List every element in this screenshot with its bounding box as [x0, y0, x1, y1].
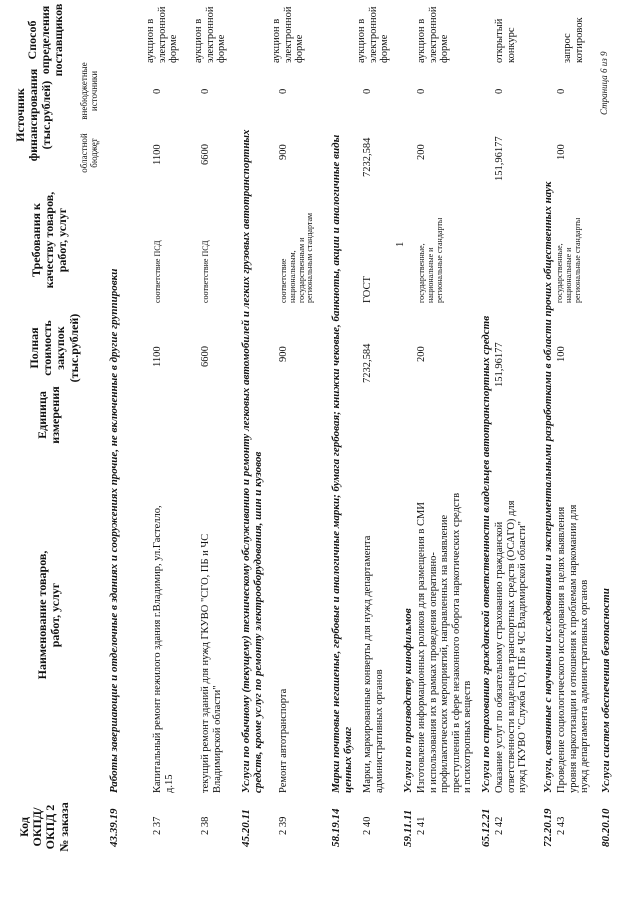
row-41-cost: 200 — [416, 346, 427, 362]
row-39-extra: 0 — [278, 88, 289, 94]
col-header-cost: Полная стоимость закупок (тыс.рублей) — [27, 313, 81, 383]
row-38-cost: 6600 — [200, 346, 211, 367]
section-58-19-14-code: 58.19.14 — [330, 808, 342, 847]
row-38-regional: 6600 — [200, 144, 211, 165]
row-41-regional: 200 — [416, 144, 427, 160]
section-45-20-11-code: 45.20.11 — [240, 809, 252, 847]
section-58-19-14-title: Марки почтовые негашеные, гербовые и аналогичные марки; бумага гербовая; книжки чековые, банкноты, акции и аналогичные виды ценных бумаг — [330, 134, 355, 793]
row-37-order: 2 37 — [152, 816, 163, 835]
row-43-method: запрос котировок — [562, 17, 585, 63]
row-39-cost: 900 — [278, 346, 289, 362]
row-39-name: Ремонт автотранспорта — [278, 688, 289, 793]
row-37-name: Капитальный ремонт нежилого здания г.Владимир, ул.Гастелло, д.15 — [152, 505, 175, 793]
row-37-cost: 1100 — [152, 346, 163, 367]
section-43-39-19-title: Работы завершающие и отделочные в зданиях и сооружениях прочие, не включенные в другие группировки — [108, 268, 120, 793]
col-header-fin-extra: внебюджетные источники — [79, 62, 99, 120]
section-59-11-11-title: Услуги по производству кинофильмов — [402, 608, 414, 793]
section-45-20-11-title: Услуги по обычному (текущему) техническому обслуживанию и ремонту легковых автомобилей и легких грузовых автотранспортных средств, кроме услуг по ремонту электрооборудования, шин и кузовов — [240, 129, 265, 793]
row-41-order: 2 41 — [416, 816, 427, 835]
stray-mark: 1 — [395, 241, 406, 247]
section-80-20-10-code: 80.20.10 — [600, 808, 612, 847]
row-40-extra: 0 — [362, 88, 373, 94]
row-38-extra: 0 — [200, 88, 211, 94]
col-header-name: Наименование товаров, работ, услуг — [35, 550, 63, 680]
row-40-order: 2 40 — [362, 816, 373, 835]
section-72-20-19-title: Услуги, связанные с научными исследованиями и экспериментальными разработками в области прочих общественных наук — [542, 181, 554, 793]
row-40-req: ГОСТ — [362, 276, 373, 303]
row-40-method: аукцион в электронной форме — [356, 6, 391, 63]
col-header-fin-regional: областной бюджет — [79, 133, 99, 173]
stray-mark: " — [96, 140, 107, 145]
row-38-name: текущий ремонт зданий для нужд ГКУВО "СГО, ПБ и ЧС Владимирской области" — [200, 533, 223, 793]
row-42-order: 2 42 — [494, 816, 505, 835]
section-59-11-11-code: 59.11.11 — [402, 809, 414, 847]
row-39-method: аукцион в электронной форме — [271, 6, 306, 63]
col-header-code: Код ОКПД/ ОКПД 2 № заказа — [17, 802, 71, 852]
row-38-order: 2 38 — [200, 816, 211, 835]
row-41-method: аукцион в электронной форме — [416, 6, 451, 63]
section-43-39-19-code: 43.39.19 — [108, 808, 120, 847]
row-40-cost: 7232,584 — [362, 343, 373, 383]
row-38-req: соответствие ПСД — [201, 240, 210, 303]
row-43-name: Проведение социологического исследования в целях выявления уровня наркотизации и отношения к проблемам наркомании для нужд департамента административных органов — [556, 504, 591, 793]
row-42-name: Оказание услуг по обязательному страхованию гражданской ответственности владельцев транспортных средств (ОСАГО) для нужд ГКУВО "Служба ГО, ПБ и ЧС Владимирской области" — [494, 500, 529, 793]
col-header-fin: Источник финансирования (тыс.рублей) — [13, 68, 54, 162]
page-number: Страница 6 из 9 — [599, 51, 609, 115]
row-43-cost: 100 — [556, 346, 567, 362]
row-37-extra: 0 — [152, 88, 163, 94]
section-65-12-21-code: 65.12.21 — [480, 808, 492, 847]
row-41-name: Изготовление информационных роликов для размещения в СМИ и использования их в рамках проведения оперативно- профилактических мероприятий, направленных на выявление преступлений в сфере незаконного оборота наркотических средств и психотропных веществ — [416, 492, 474, 793]
row-39-order: 2 39 — [278, 816, 289, 835]
row-40-regional: 7232,584 — [362, 137, 373, 177]
row-37-req: соответствие ПСД — [153, 240, 162, 303]
section-65-12-21-title: Услуги по страхованию гражданской ответственности владельцев автотранспортных средств — [480, 315, 492, 793]
row-42-cost: 151,96177 — [494, 342, 505, 387]
section-80-20-10-title: Услуги систем обеспечения безопасности — [600, 588, 612, 793]
row-39-regional: 900 — [278, 144, 289, 160]
section-72-20-19-code: 72.20.19 — [542, 808, 554, 847]
row-43-req: государственные, национальные и региональные стандарты — [555, 217, 582, 303]
row-39-req: соответствие национальным, государственным и региональным стандартам — [279, 212, 315, 303]
row-42-method: открытый конкурс — [494, 18, 517, 63]
row-38-method: аукцион в электронной форме — [193, 6, 228, 63]
row-37-regional: 1100 — [152, 144, 163, 165]
row-42-extra: 0 — [494, 88, 505, 94]
row-41-extra: 0 — [416, 88, 427, 94]
row-41-req: государственные, национальные и региональные стандарты — [417, 217, 444, 303]
col-header-method: Способ определения поставщиков — [25, 3, 66, 77]
col-header-req: Требования к качеству товаров, работ, услуг — [29, 191, 70, 289]
col-header-unit: Единица измерения — [35, 386, 63, 444]
row-43-extra: 0 — [556, 88, 567, 94]
row-43-order: 2 43 — [556, 816, 567, 835]
row-43-regional: 100 — [556, 144, 567, 160]
row-42-regional: 151,96177 — [494, 136, 505, 181]
row-37-method: аукцион в электронной форме — [145, 6, 180, 63]
row-40-name: Марки, маркированные конверты для нужд департамента административных органов — [362, 535, 385, 793]
